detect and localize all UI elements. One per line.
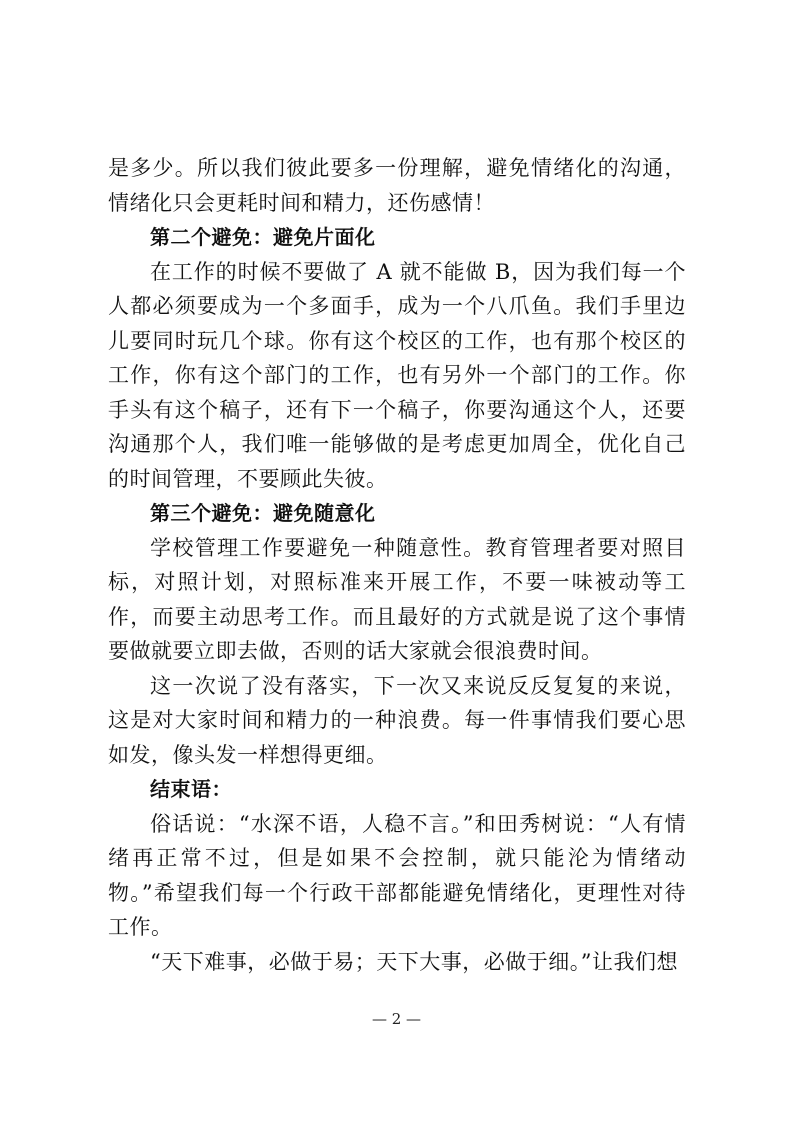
section-heading-third-avoidance: 第三个避免：避免随意化 (150, 501, 376, 525)
paragraph-one-sidedness: 在工作的时候不要做了 A 就不能做 B，因为我们每一个人都必须要成为一个多面手，成为一个八爪鱼。我们手里边儿要同时玩几个球。你有这个校区的工作，也有那个校区的工作，你有这个部门的工作，也有另外一个部门的工作。你手头有这个稿子，还有下一个稿子，你要沟通这个人，还要沟通那个人，我们唯一能够做的是考虑更加周全，优化自己的时间管理，不要顾此失彼。 (108, 259, 686, 491)
paragraph-proverb: 俗话说：“水深不语，人稳不言。”和田秀树说：“人有情绪再正常不过，但是如果不会控制，就只能沦为情绪动物。”希望我们每一个行政干部都能避免情绪化，更理性对待工作。 (108, 811, 686, 939)
paragraph-closing-quote: “天下难事，必做于易；天下大事，必做于细。”让我们想 (150, 949, 678, 974)
paragraph-repetition: 这一次说了没有落实，下一次又来说反反复复的来说，这是对大家时间和精力的一种浪费。每一件事情我们要心思如发，像头发一样想得更细。 (108, 673, 686, 767)
body-text (108, 151, 686, 979)
paragraph-continuation: 是多少。所以我们彼此要多一份理解，避免情绪化的沟通，情绪化只会更耗时间和精力，还伤感情！ (108, 156, 686, 215)
section-heading-second-avoidance: 第二个避免：避免片面化 (150, 225, 376, 249)
paragraph-arbitrariness: 学校管理工作要避免一种随意性。教育管理者要对照目标，对照计划，对照标准来开展工作，不要一味被动等工作，而要主动思考工作。而且最好的方式就是说了这个事情要做就要立即去做，否则的话大家就会很浪费时间。 (108, 535, 686, 663)
page-number: — 2 — (371, 1010, 422, 1028)
section-heading-conclusion: 结束语： (150, 777, 232, 801)
